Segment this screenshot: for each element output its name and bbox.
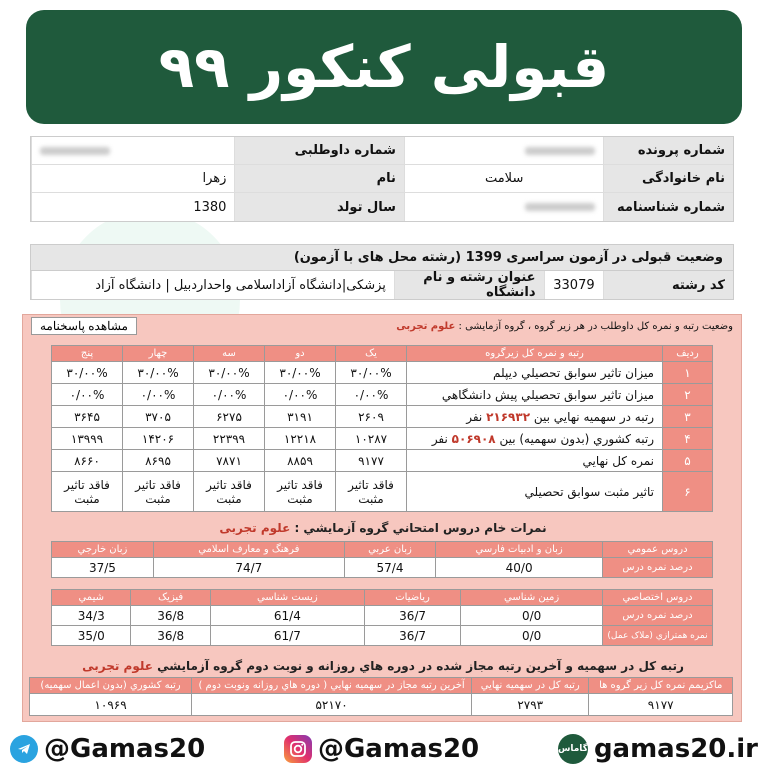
table-row	[52, 362, 713, 384]
table-row	[52, 472, 713, 512]
cell: ۳۷۰۵	[123, 406, 194, 428]
general-courses-label: دروس عمومي	[603, 542, 713, 558]
first-name-label: نام	[234, 165, 404, 192]
cell: ۰/۰۰%	[123, 384, 194, 406]
header-five: پنج	[52, 346, 123, 362]
cell: ۷۸۷۱	[194, 450, 265, 472]
instagram-icon	[284, 735, 312, 763]
cell: ۳۰/۰۰%	[123, 362, 194, 384]
table-row	[52, 606, 713, 626]
cell: ۸۸۵۹	[265, 450, 336, 472]
cell: ۳۰/۰۰%	[336, 362, 407, 384]
header-quota-rank: رتبه کل در سهميه نهايي	[472, 678, 589, 694]
field-code-value: 33079	[544, 271, 604, 299]
cell: ۱۳۹۹۹	[52, 428, 123, 450]
cell: فاقد تاثیر مثبت	[336, 472, 407, 512]
cell: ۱۰۲۸۷	[336, 428, 407, 450]
table-row	[52, 558, 713, 578]
field-code-label: کد رشته	[603, 271, 733, 299]
header-math: رياضيات	[364, 590, 460, 606]
header-biology: زيست شناسي	[210, 590, 364, 606]
header-three: سه	[194, 346, 265, 362]
row-label: میزان تاثیر سوابق تحصیلي ديپلم	[407, 362, 663, 384]
special-courses-label: دروس اختصاصي	[603, 590, 713, 606]
row-label: میزان تاثیر سوابق تحصيلي پيش دانشگاهي	[407, 384, 663, 406]
header-four: چهار	[123, 346, 194, 362]
instagram-handle[interactable]	[284, 734, 479, 764]
telegram-handle-text: @Gamas20	[44, 734, 206, 764]
header-chemistry: شيمي	[52, 590, 131, 606]
header-banner	[26, 10, 742, 124]
telegram-handle[interactable]	[10, 734, 205, 764]
personal-info-table	[30, 136, 734, 222]
file-number-label: شماره پرونده	[603, 137, 733, 164]
percent-label: درصد نمره درس	[603, 606, 713, 626]
table-row	[52, 626, 713, 646]
cell: 0/0	[461, 626, 603, 646]
general-courses-table	[51, 541, 713, 578]
cell: ۸۶۹۵	[123, 450, 194, 472]
cell: ۲۶۰۹	[336, 406, 407, 428]
normalized-label: نمره همترازي (ملاک عمل)	[603, 626, 713, 646]
last-name-label: نام خانوادگی	[603, 165, 733, 192]
file-number-value	[404, 137, 603, 164]
cell: ۶۲۷۵	[194, 406, 265, 428]
header-row-number: ردیف	[663, 346, 713, 362]
table-row	[52, 428, 713, 450]
site-logo-icon: گاماس	[558, 734, 588, 764]
cell: ۳۰/۰۰%	[265, 362, 336, 384]
cell: 36/8	[131, 606, 210, 626]
final-rank-table	[29, 677, 733, 716]
instagram-handle-text: @Gamas20	[317, 734, 480, 764]
header-foreign: زبان خارجي	[52, 542, 154, 558]
cell: فاقد تاثیر مثبت	[265, 472, 336, 512]
row-number: ۵	[663, 450, 713, 472]
row-label: تاثير مثبت سوابق تحصيلي	[407, 472, 663, 512]
footer	[0, 730, 768, 768]
cell: ۸۶۶۰	[52, 450, 123, 472]
admission-status-table	[30, 244, 734, 300]
rank-table	[51, 345, 713, 512]
cell: 37/5	[52, 558, 154, 578]
field-name-value: پزشکی|دانشگاه آزاداسلامی واحداردبیل | دانشگاه آزاد	[31, 271, 394, 299]
first-name-value: زهرا	[31, 165, 234, 192]
cell: 35/0	[52, 626, 131, 646]
candidate-number-label: شماره داوطلبی	[234, 137, 404, 164]
panel-description: وضعیت رتبه و نمره کل داوطلب در هر زیر گروه ، گروه آزمایشی : علوم تجربی	[396, 320, 733, 332]
field-name-label: عنوان رشته و نام دانشگاه	[394, 271, 544, 299]
raw-scores-title: نمرات خام دروس امتحاني گروه آزمايشي : علوم تجربی	[219, 521, 547, 535]
cell: 74/7	[153, 558, 344, 578]
header-national-rank: رتبه کشوري (بدون اعمال سهميه)	[30, 678, 192, 694]
row-number: ۳	[663, 406, 713, 428]
page-title: قبولی کنکور ۹۹	[158, 33, 610, 101]
cell: 34/3	[52, 606, 131, 626]
cell: ۵۲۱۷۰	[192, 694, 472, 716]
cell: ۲۲۳۹۹	[194, 428, 265, 450]
header-arabic: زبان عربي	[344, 542, 435, 558]
row-number: ۲	[663, 384, 713, 406]
header-islamic: فرهنگ و معارف اسلامي	[153, 542, 344, 558]
cell: ۰/۰۰%	[52, 384, 123, 406]
cell: ۳۱۹۱	[265, 406, 336, 428]
cell: ۱۰۹۶۹	[30, 694, 192, 716]
cell: فاقد تاثیر مثبت	[123, 472, 194, 512]
id-number-label: شماره شناسنامه	[603, 193, 733, 221]
cell: ۳۰/۰۰%	[52, 362, 123, 384]
final-rank-title: رتبه کل در سهميه و آخرين رتبه مجاز شده در دوره هاي روزانه و نوبت دوم گروه آزمايشي علوم تجربی	[82, 659, 684, 673]
table-row	[52, 406, 713, 428]
table-row	[52, 384, 713, 406]
cell: 36/8	[131, 626, 210, 646]
header-subgroup: رتبه و نمره کل زیرگروه	[407, 346, 663, 362]
row-label: رتبه در سهميه نهايي بين ۲۱۶۹۳۲ نفر	[407, 406, 663, 428]
cell: 61/7	[210, 626, 364, 646]
header-physics: فيزيک	[131, 590, 210, 606]
cell: ۹۱۷۷	[589, 694, 733, 716]
special-courses-table	[51, 589, 713, 646]
header-persian: زبان و ادبيات فارسي	[436, 542, 603, 558]
header-two: دو	[265, 346, 336, 362]
cell: ۰/۰۰%	[194, 384, 265, 406]
cell: 0/0	[461, 606, 603, 626]
table-row	[52, 450, 713, 472]
birth-year-label: سال تولد	[234, 193, 404, 221]
birth-year-value: 1380	[31, 193, 234, 221]
header-one: یک	[336, 346, 407, 362]
cell: 36/7	[364, 626, 460, 646]
cell: ۳۶۴۵	[52, 406, 123, 428]
cell: 36/7	[364, 606, 460, 626]
header-geology: زمين شناسي	[461, 590, 603, 606]
cell: ۱۴۲۰۶	[123, 428, 194, 450]
row-number: ۶	[663, 472, 713, 512]
id-number-value	[404, 193, 603, 221]
header-last-allowed-rank: آخرين رتبه مجاز در سهميه نهايي ( دوره هاي روزانه ونوبت دوم )	[192, 678, 472, 694]
cell: 61/4	[210, 606, 364, 626]
cell: 40/0	[436, 558, 603, 578]
cell: فاقد تاثیر مثبت	[52, 472, 123, 512]
row-label: نمره كل نهايي	[407, 450, 663, 472]
percent-label: درصد نمره درس	[603, 558, 713, 578]
row-label: رتبه کشوري (بدون سهميه) بين ۵۰۶۹۰۸ نفر	[407, 428, 663, 450]
cell: ۰/۰۰%	[265, 384, 336, 406]
website-text: gamas20.ir	[593, 734, 758, 764]
telegram-icon	[10, 735, 38, 763]
row-number: ۴	[663, 428, 713, 450]
header-max-score: ماکزيمم نمره کل زير گروه ها	[589, 678, 733, 694]
cell: فاقد تاثیر مثبت	[194, 472, 265, 512]
rank-panel	[22, 314, 742, 722]
admission-status-title: وضعیت قبولی در آزمون سراسری 1399 (رشته محل های با آزمون)	[31, 245, 733, 271]
last-name-value: سلامت	[404, 165, 603, 192]
website-link[interactable]	[558, 734, 758, 764]
view-answer-sheet-button[interactable]: مشاهده پاسخنامه	[31, 317, 137, 335]
cell: ۳۰/۰۰%	[194, 362, 265, 384]
cell: ۹۱۷۷	[336, 450, 407, 472]
cell: ۰/۰۰%	[336, 384, 407, 406]
table-row	[30, 694, 733, 716]
cell: ۲۷۹۳	[472, 694, 589, 716]
cell: 57/4	[344, 558, 435, 578]
candidate-number-value	[31, 137, 234, 164]
row-number: ۱	[663, 362, 713, 384]
cell: ۱۲۲۱۸	[265, 428, 336, 450]
